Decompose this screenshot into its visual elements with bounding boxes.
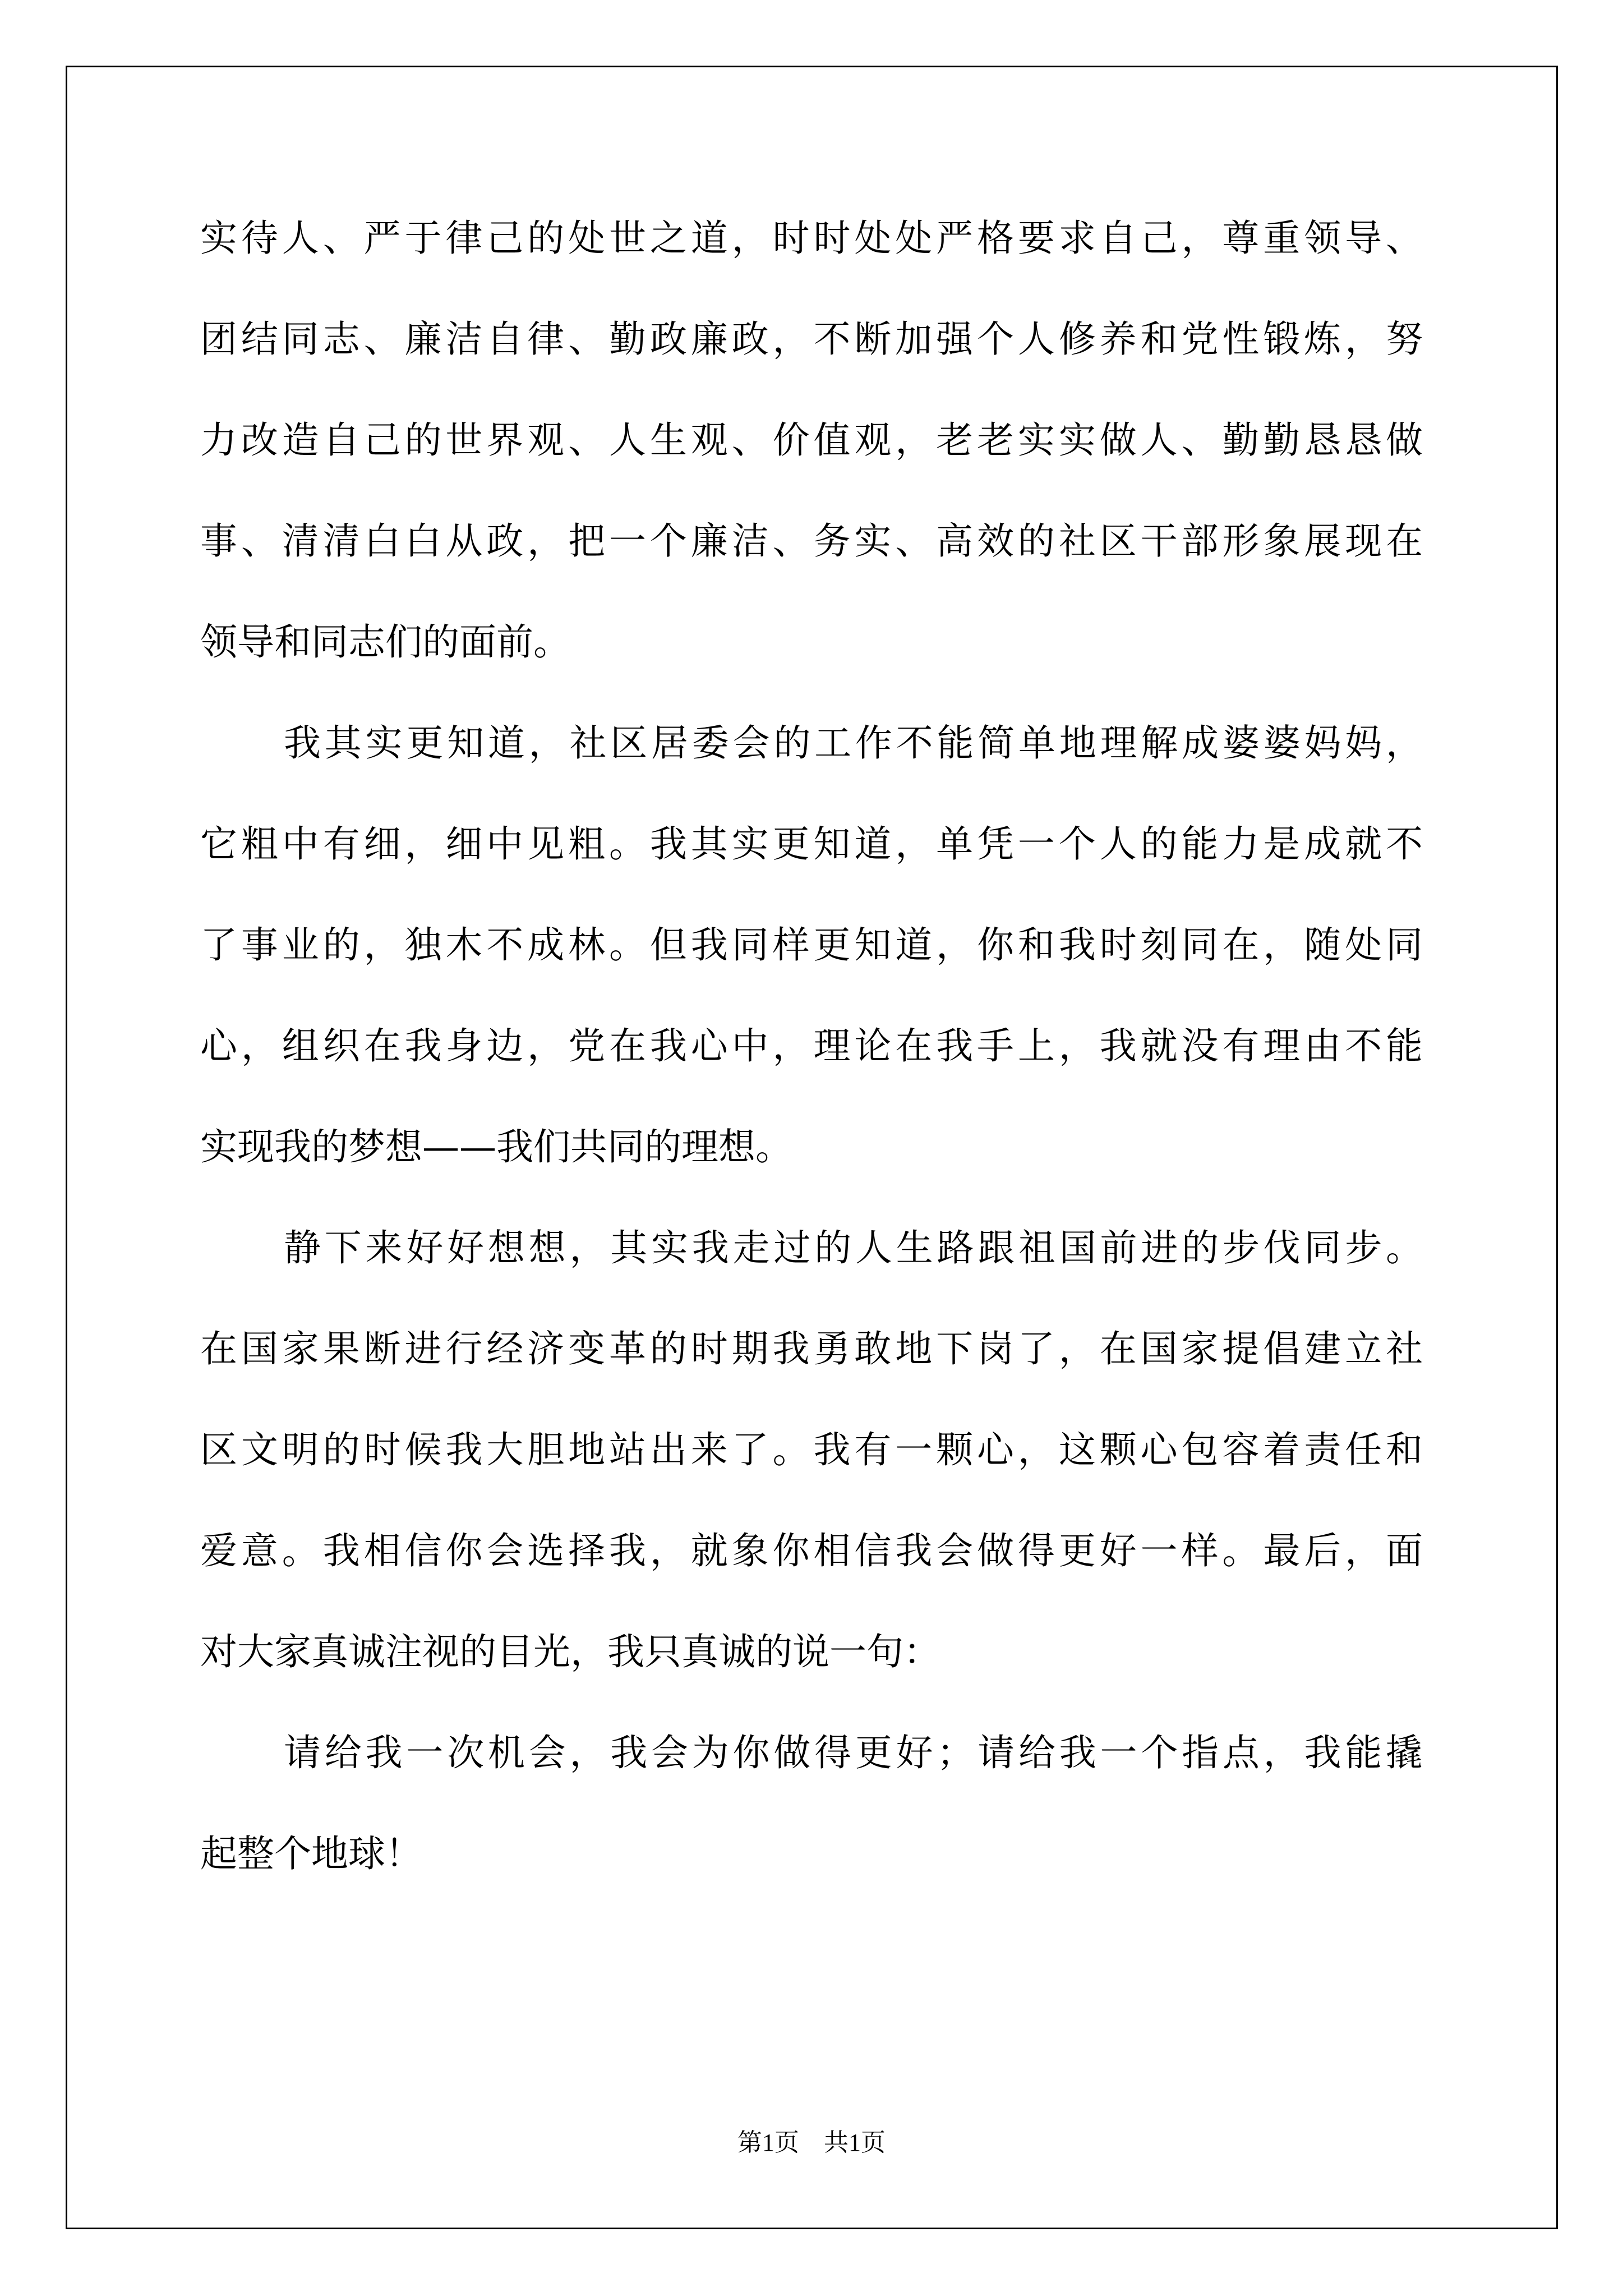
text-line: 起整个地球！ (200, 1832, 422, 1875)
text-line: 爱意。我相信你会选择我，就象你相信我会做得更好一样。最后，面 (200, 1529, 1423, 1572)
text-line: 事、清清白白从政，把一个廉洁、务实、高效的社区干部形象展现在 (200, 519, 1423, 563)
text-line: 心，组织在我身边，党在我心中，理论在我手上，我就没有理由不能 (200, 1024, 1423, 1068)
text-line: 领导和同志们的面前。 (200, 620, 570, 664)
page-number-footer: 第1页 共1页 (737, 2129, 886, 2156)
text-line: 实待人、严于律己的处世之道，时时处处严格要求自己，尊重领导、 (200, 217, 1423, 260)
text-line: 区文明的时候我大胆地站出来了。我有一颗心，这颗心包容着责任和 (200, 1428, 1423, 1471)
text-line: 我其实更知道，社区居委会的工作不能简单地理解成婆婆妈妈， (284, 721, 1423, 765)
text-line: 在国家果断进行经济变革的时期我勇敢地下岗了，在国家提倡建立社 (200, 1327, 1423, 1370)
text-line: 力改造自己的世界观、人生观、价值观，老老实实做人、勤勤恳恳做 (200, 418, 1423, 462)
text-line: 了事业的，独木不成林。但我同样更知道，你和我时刻同在，随处同 (200, 923, 1423, 967)
text-line: 静下来好好想想，其实我走过的人生路跟祖国前进的步伐同步。 (284, 1226, 1423, 1269)
text-line: 对大家真诚注视的目光，我只真诚的说一句： (200, 1630, 940, 1673)
text-line: 团结同志、廉洁自律、勤政廉政，不断加强个人修养和党性锻炼，努 (200, 318, 1423, 361)
text-line: 请给我一次机会，我会为你做得更好；请给我一个指点，我能撬 (284, 1731, 1423, 1774)
text-line: 实现我的梦想——我们共同的理想。 (200, 1125, 792, 1168)
text-line: 它粗中有细，细中见粗。我其实更知道，单凭一个人的能力是成就不 (200, 822, 1423, 866)
